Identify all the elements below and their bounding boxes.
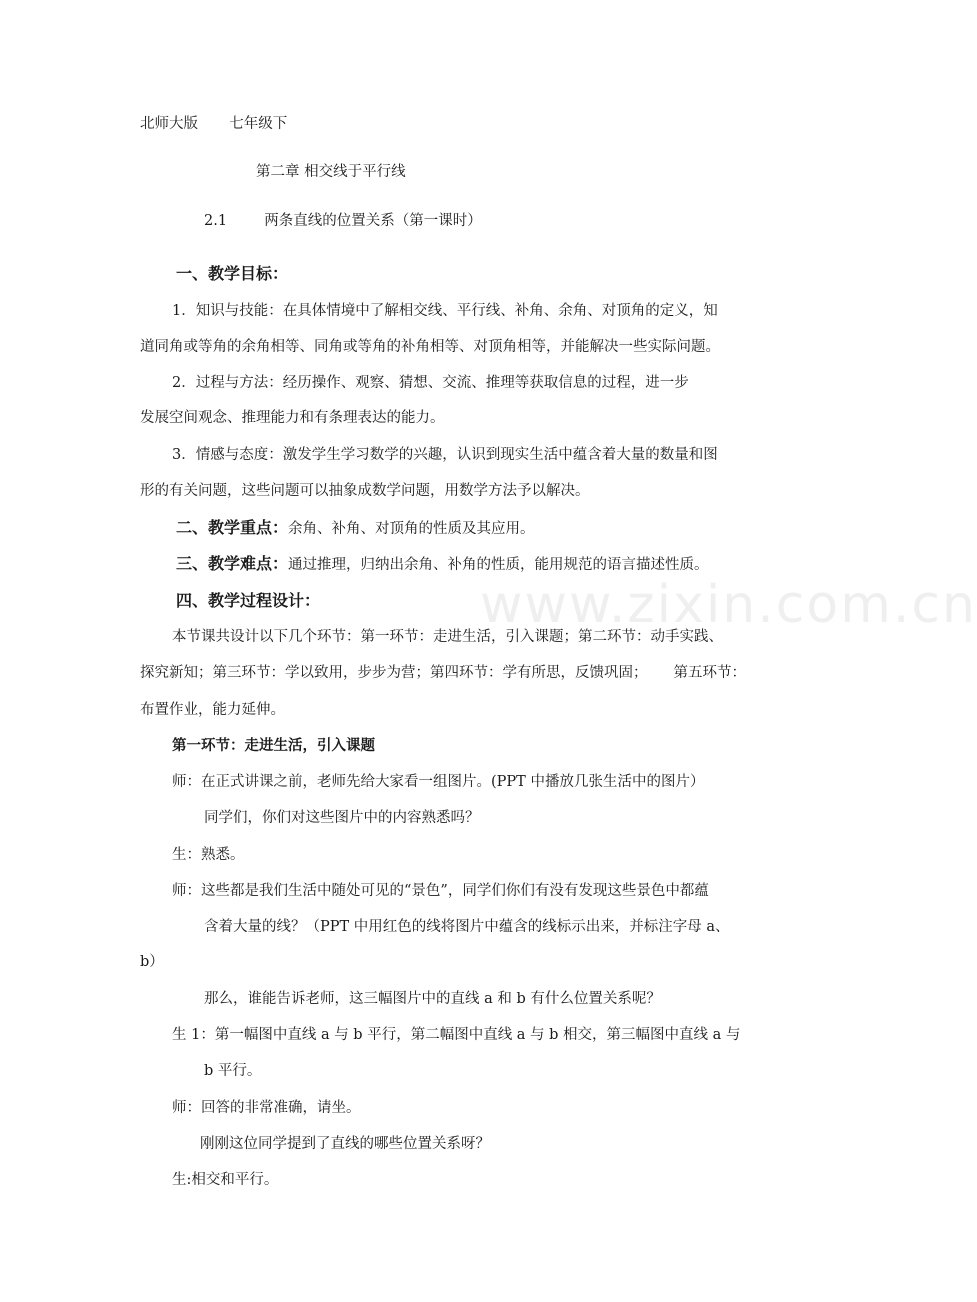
process-heading: 四、教学过程设计：	[176, 591, 321, 610]
process-intro-line-1: 本节课共设计以下几个环节：第一环节：走进生活，引入课题；第二环节：动手实践、	[172, 629, 723, 645]
dialogue-line-11: 刚刚这位同学提到了直线的哪些位置关系呀？	[200, 1136, 490, 1152]
difficulties	[176, 554, 709, 575]
goal-2-line-1: 2．过程与方法：经历操作、观察、猜想、交流、推理等获取信息的过程，进一步	[172, 375, 689, 391]
dialogue-line-9: b 平行。	[204, 1063, 262, 1079]
publisher: 北师大版	[140, 116, 198, 132]
process-intro-line-2-text: 探究新知；第三环节：学以致用，步步为营；第四环节：学有所思，反馈巩固；	[140, 665, 648, 681]
dialogue-line-7: 那么，谁能告诉老师，这三幅图片中的直线 a 和 b 有什么位置关系呢？	[204, 991, 661, 1007]
process-intro-line-3: 布置作业，能力延伸。	[140, 702, 285, 718]
goal-3-line-2: 形的有关问题，这些问题可以抽象成数学问题，用数学方法予以解决。	[140, 483, 590, 499]
watermark: www.zixin.com.cn	[480, 575, 977, 635]
key-points-heading: 二、教学重点：	[176, 518, 289, 537]
dialogue-line-1: 师：在正式讲课之前，老师先给大家看一组图片。(PPT 中播放几张生活中的图片）	[172, 774, 705, 790]
dialogue-line-5: 含着大量的线？（PPT 中用红色的线将图片中蕴含的线标示出来，并标注字母 a、	[204, 919, 730, 935]
difficulties-heading: 三、教学难点：	[176, 554, 289, 573]
goal-3-line-1: 3．情感与态度：激发学生学习数学的兴趣，认识到现实生活中蕴含着大量的数量和图	[172, 447, 718, 463]
dialogue-line-12: 生:相交和平行。	[172, 1172, 279, 1188]
difficulties-text: 通过推理，归纳出余角、补角的性质，能用规范的语言描述性质。	[288, 557, 709, 573]
goal-1-line-2: 道同角或等角的余角相等、同角或等角的补角相等、对顶角相等，并能解决一些实际问题。	[140, 339, 720, 355]
dialogue-line-4: 师：这些都是我们生活中随处可见的“景色”，同学们你们有没有发现这些景色中都蕴	[172, 883, 709, 899]
section-title	[204, 211, 482, 231]
dialogue-line-8: 生 1：第一幅图中直线 a 与 b 平行，第二幅图中直线 a 与 b 相交，第三幅图中直线 a 与	[172, 1027, 741, 1043]
section-number: 2.1	[204, 213, 228, 229]
header	[140, 114, 287, 134]
dialogue-line-3: 生：熟悉。	[172, 847, 245, 863]
goal-1-line-1: 1．知识与技能：在具体情境中了解相交线、平行线、补角、余角、对顶角的定义，知	[172, 303, 718, 319]
grade: 七年级下	[229, 116, 288, 132]
dialogue-line-2: 同学们，你们对这些图片中的内容熟悉吗？	[204, 810, 480, 826]
stage-1-heading: 第一环节：走进生活，引入课题	[172, 738, 375, 754]
process-intro-line-2b-text: 第五环节：	[673, 665, 746, 681]
dialogue-line-10: 师：回答的非常准确，请坐。	[172, 1100, 361, 1116]
key-points-text: 余角、补角、对顶角的性质及其应用。	[288, 521, 535, 537]
goal-2-line-2: 发展空间观念、推理能力和有条理表达的能力。	[140, 410, 445, 426]
dialogue-line-6: b）	[140, 954, 164, 970]
goals-heading: 一、教学目标：	[176, 264, 289, 283]
section-name: 两条直线的位置关系（第一课时）	[264, 213, 482, 229]
process-intro-line-2	[140, 663, 746, 683]
chapter-title: 第二章 相交线于平行线	[256, 164, 406, 180]
key-points	[176, 518, 535, 539]
